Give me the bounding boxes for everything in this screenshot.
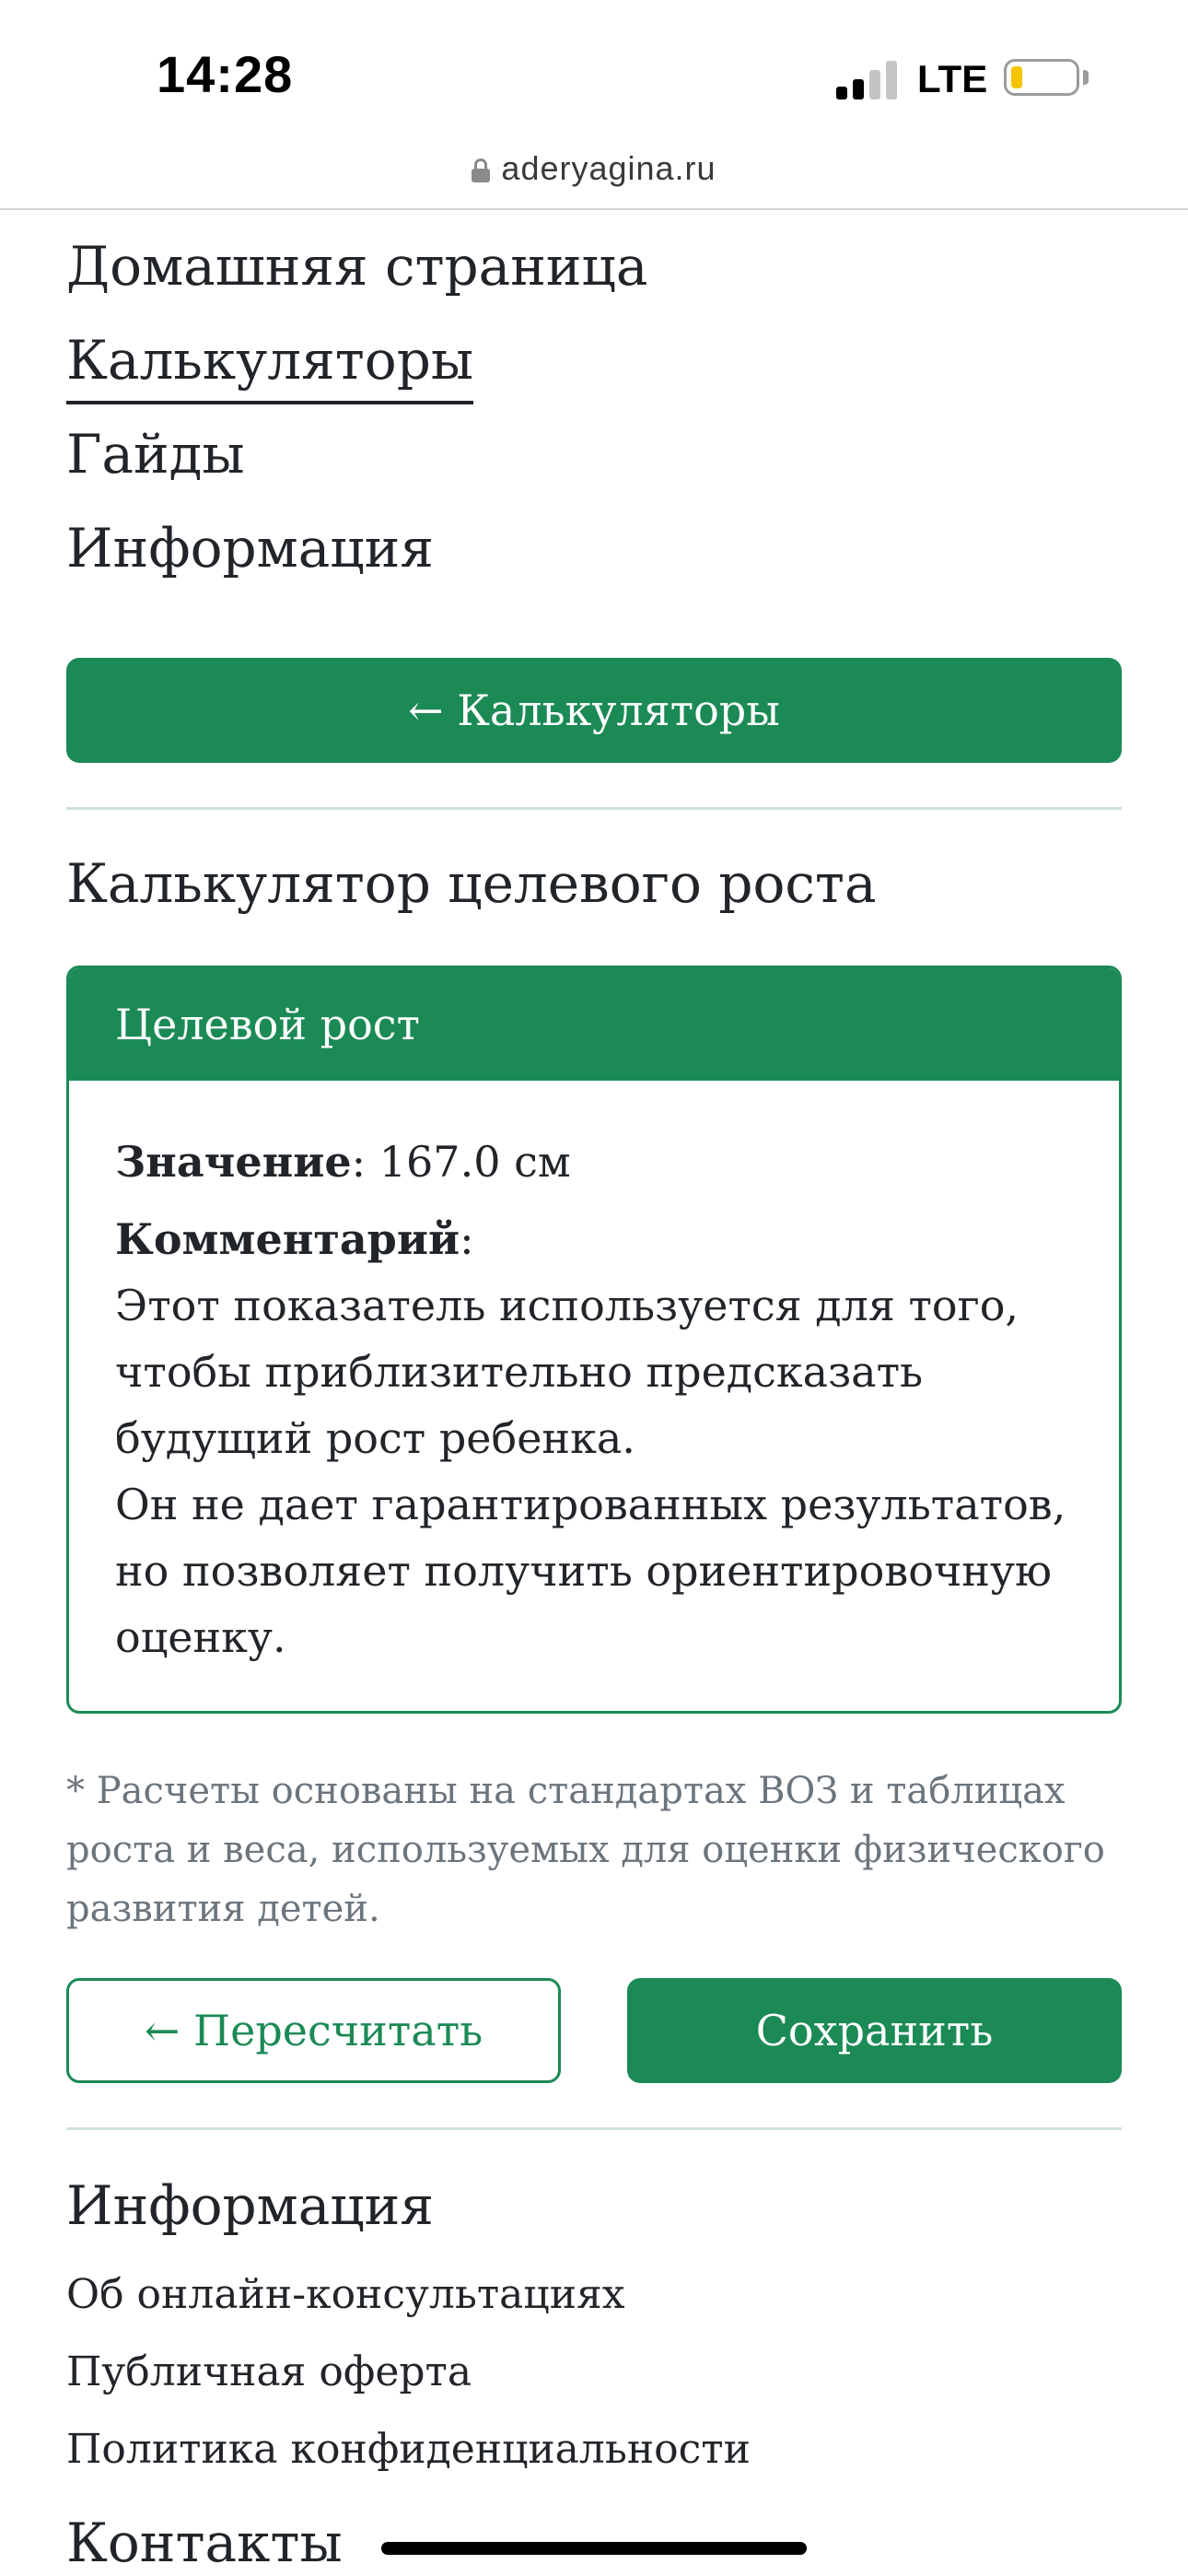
divider [66, 2127, 1122, 2130]
nav-item-calculators[interactable]: Калькуляторы [66, 329, 473, 404]
footer-contacts-heading: Контакты [66, 2512, 343, 2574]
address-bar[interactable] [0, 129, 1188, 210]
disclaimer-note: * Расчеты основаны на стандартах ВОЗ и таблицах роста и веса, используемых для оценки физического развития детей. [66, 1770, 1105, 1930]
save-button[interactable]: Сохранить [627, 1978, 1122, 2083]
result-card [66, 966, 1122, 1714]
footer-link-consultations[interactable]: Об онлайн-консультациях [66, 2271, 625, 2318]
nav-item-info[interactable]: Информация [66, 517, 434, 580]
comment-text-1: Этот показатель используется для того, чтобы приблизительно предсказать будущий рост ребенка. [115, 1281, 1019, 1463]
divider [66, 807, 1122, 810]
back-to-calculators-button[interactable]: ← Калькуляторы [66, 658, 1122, 763]
signal-icon [836, 61, 899, 100]
recalculate-button[interactable]: ← Пересчитать [66, 1978, 561, 2083]
lock-icon [472, 158, 490, 182]
nav-item-guides[interactable]: Гайды [66, 423, 245, 486]
result-card-header: Целевой рост [69, 968, 1119, 1081]
page-title: Калькулятор целевого роста [66, 852, 877, 915]
battery-tip [1083, 70, 1089, 85]
result-card-body: Значение: 167.0 см Комментарий: Этот показатель используется для того, чтобы приблизительно предсказать будущий рост ребенка. Он не дает гарантированных результатов, но позволяет получить ориентировочную оценку. [69, 1081, 1119, 1670]
value-label: Значение [115, 1137, 352, 1187]
footer-link-offer[interactable]: Публичная оферта [66, 2348, 472, 2395]
status-time: 14:28 [157, 45, 294, 103]
battery-icon [1004, 59, 1079, 96]
footer-info-heading: Информация [66, 2174, 434, 2237]
footer-link-privacy[interactable]: Политика конфиденциальности [66, 2426, 751, 2473]
comment-text-2: Он не дает гарантированных результатов, но позволяет получить ориентировочную оценку. [115, 1480, 1066, 1662]
nav-item-home[interactable]: Домашняя страница [66, 235, 648, 298]
home-indicator[interactable] [381, 2542, 807, 2555]
result-value: 167.0 см [379, 1137, 571, 1187]
network-label: LTE [917, 57, 988, 100]
comment-label: Комментарий [115, 1214, 460, 1264]
url-text: aderyagina.ru [501, 149, 716, 187]
